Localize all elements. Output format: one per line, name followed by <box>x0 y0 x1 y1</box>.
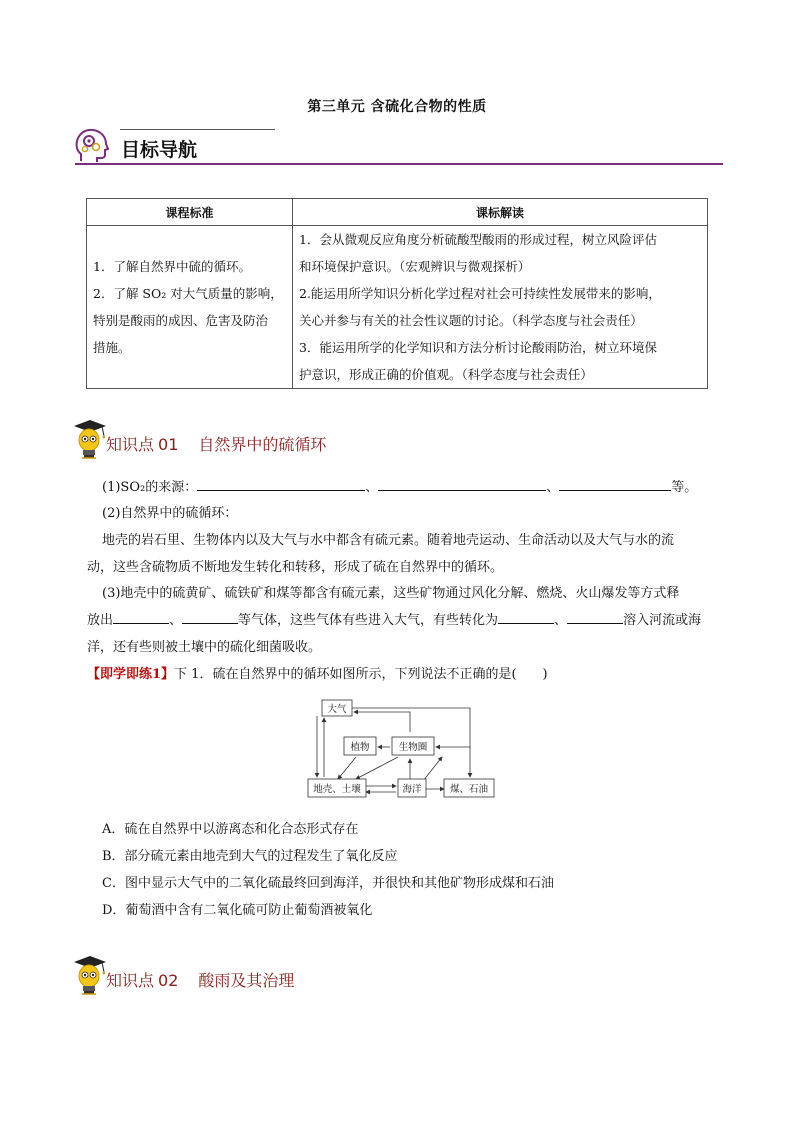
kp-heading: 自然界中的硫循环 <box>198 435 327 454</box>
sulfur-cycle-diagram <box>298 699 498 803</box>
separator: 、 <box>169 613 183 628</box>
p3-line-blanks <box>87 607 701 634</box>
option-c[interactable]: C．图中显示大气中的二氧化硫最终回到海洋，并很快和其他矿物形成煤和石油 <box>102 876 554 891</box>
lightbulb-graduate-icon <box>72 418 108 460</box>
so2-source-line <box>102 474 697 501</box>
practice-question <box>87 661 548 688</box>
arrow-biosphere-to-crust <box>356 757 398 779</box>
knowledge-point-01-header <box>72 418 572 460</box>
option-d[interactable]: D．葡萄酒中含有二氧化硫可防止葡萄酒被氧化 <box>102 903 373 918</box>
option-b[interactable]: B．部分硫元素由地壳到大气的过程发生了氧化反应 <box>102 849 398 864</box>
interpretation-line: 和环境保护意识。（宏观辨识与微观探析） <box>299 259 531 274</box>
interpretation-cell <box>293 226 708 389</box>
lightbulb-graduate-icon <box>72 954 108 996</box>
source-label: (1)SO₂的来源： <box>102 480 198 495</box>
cycle-paragraph-line: 动，这些含硫物质不断地发生转化和转移，形成了硫在自然界中的循环。 <box>87 560 504 575</box>
goal-top-rule <box>120 129 275 130</box>
fill-blank[interactable] <box>113 609 169 624</box>
table-header-interpretation: 课标解读 <box>293 199 708 226</box>
cycle-paragraph-line: 地壳的岩石里、生物体内以及大气与水中都含有硫元素。随着地壳运动、生命活动以及大气与水的流 <box>102 533 675 548</box>
fill-blank[interactable] <box>498 609 554 624</box>
practice-tag: 【即学即练1】 <box>87 667 175 682</box>
node-ocean: 海洋 <box>402 784 422 795</box>
document-title: 第三单元 含硫化合物的性质 <box>307 99 487 115</box>
arrow-biosphere-to-atmosphere <box>354 712 410 732</box>
source-end: 等。 <box>671 480 698 495</box>
text-segment: 等气体，这些气体有些进入大气，有些转化为 <box>238 613 499 628</box>
interpretation-line: 1．会从微观反应角度分析硫酸型酸雨的形成过程，树立风险评估 <box>299 232 657 247</box>
option-a[interactable]: A．硫在自然界中以游离态和化合态形式存在 <box>102 822 359 837</box>
standard-line: 2．了解 SO₂ 对大气质量的影响， <box>93 286 283 301</box>
kp-number: 02 <box>158 971 179 990</box>
kp-label: 知识点 <box>106 971 155 990</box>
interpretation-line: 2.能运用所学知识分析化学过程对社会可持续性发展带来的影响， <box>299 286 661 301</box>
node-coal-oil: 煤、石油 <box>449 784 489 795</box>
kp-number: 01 <box>158 435 179 454</box>
knowledge-point-title <box>106 968 294 991</box>
separator: 、 <box>554 613 568 628</box>
p3-line: (3)地壳中的硫黄矿、硫铁矿和煤等都含有硫元素，这些矿物通过风化分解、燃烧、火山爆发等方式释 <box>102 586 680 601</box>
fill-blank[interactable] <box>559 476 671 491</box>
interpretation-line: 关心并参与有关的社会性议题的讨论。（科学态度与社会责任） <box>299 313 643 328</box>
node-atmosphere: 大气 <box>327 704 347 715</box>
p3-line: 洋，还有些则被土壤中的硫化细菌吸收。 <box>87 640 322 655</box>
node-crust-soil: 地壳、土壤 <box>313 784 361 795</box>
question-text: 下 1．硫在自然界中的循环如图所示，下列说法不正确的是( ) <box>174 667 548 682</box>
interpretation-line: 3．能运用所学的化学知识和方法分析讨论酸雨防治，树立环境保 <box>299 340 657 355</box>
node-plants: 植物 <box>350 742 370 753</box>
fill-blank[interactable] <box>182 609 238 624</box>
standard-line: 1．了解自然界中硫的循环。 <box>93 259 251 274</box>
knowledge-point-02-header <box>72 954 572 996</box>
interpretation-line: 护意识，形成正确的价值观。（科学态度与社会责任） <box>299 367 593 382</box>
node-biosphere: 生物圈 <box>398 742 428 753</box>
goal-navigation-header <box>75 128 723 164</box>
fill-blank[interactable] <box>378 476 546 491</box>
separator: 、 <box>546 480 560 495</box>
knowledge-point-title <box>106 432 326 455</box>
text-segment: 溶入河流或海 <box>623 613 702 628</box>
fill-blank[interactable] <box>197 476 365 491</box>
head-gears-icon <box>75 128 109 164</box>
standard-line: 措施。 <box>93 340 131 355</box>
kp-label: 知识点 <box>106 435 155 454</box>
goal-title: 目标导航 <box>121 139 198 161</box>
standards-cell <box>87 226 293 389</box>
table-header-standard: 课程标准 <box>87 199 293 226</box>
arrow-plants-to-crust <box>338 757 356 779</box>
standard-line: 特别是酸雨的成因、危害及防治 <box>93 313 269 328</box>
arrow-ocean-up <box>423 757 442 781</box>
separator: 、 <box>365 480 379 495</box>
goal-underline <box>75 163 723 165</box>
standards-table <box>86 198 708 389</box>
text-segment: 放出 <box>87 613 114 628</box>
fill-blank[interactable] <box>567 609 623 624</box>
cycle-label: (2)自然界中的硫循环： <box>102 506 238 521</box>
kp-heading: 酸雨及其治理 <box>198 971 295 990</box>
